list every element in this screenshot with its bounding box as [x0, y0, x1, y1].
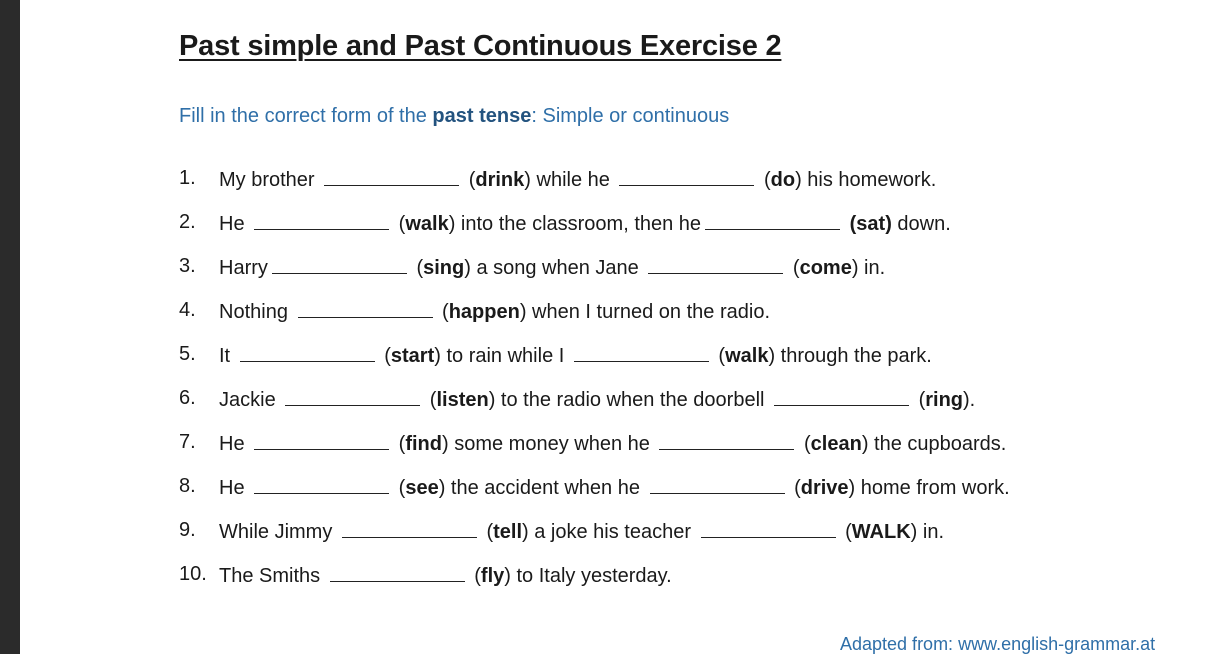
sentence-text: ) the cupboards.	[861, 433, 1007, 455]
answer-blank[interactable]	[619, 165, 754, 186]
sentence-text: ) a joke his teacher	[522, 521, 697, 543]
verb-hint: drive	[800, 477, 849, 499]
item-number: 3.	[179, 255, 196, 277]
sentence-text: ) to rain while I	[434, 345, 570, 367]
sentence-text: The Smiths	[219, 565, 326, 587]
verb-hint: do	[770, 169, 796, 191]
verb-hint: walk	[725, 345, 769, 367]
exercise-item	[179, 561, 1179, 605]
verb-hint: drink	[475, 169, 525, 191]
item-sentence	[219, 209, 951, 237]
verb-hint: come	[799, 257, 852, 279]
answer-blank[interactable]	[330, 561, 465, 582]
sentence-text: (	[463, 169, 476, 191]
item-number: 4.	[179, 299, 196, 321]
sentence-text: (	[787, 257, 800, 279]
item-number: 6.	[179, 387, 196, 409]
item-number: 10.	[179, 563, 207, 585]
item-number: 1.	[179, 167, 196, 189]
sentence-text: (	[712, 345, 726, 367]
verb-hint: see	[405, 477, 439, 499]
verb-hint: fly	[480, 565, 505, 587]
sentence-text: (	[410, 257, 424, 279]
answer-blank[interactable]	[254, 209, 389, 230]
verb-hint: clean	[810, 433, 862, 455]
answer-blank[interactable]	[254, 473, 389, 494]
sentence-text: ) through the park.	[768, 345, 932, 367]
sentence-text: Nothing	[219, 301, 294, 323]
answer-blank[interactable]	[285, 385, 420, 406]
item-sentence	[219, 561, 672, 589]
sentence-text: It	[219, 345, 236, 367]
answer-blank[interactable]	[650, 473, 785, 494]
left-edge-bar	[0, 0, 20, 654]
item-sentence	[219, 297, 770, 325]
sentence-text: ) while he	[524, 169, 616, 191]
answer-blank[interactable]	[324, 165, 459, 186]
instruction-suffix: : Simple or continuous	[531, 105, 730, 127]
verb-hint: start	[390, 345, 435, 367]
verb-hint: walk	[405, 213, 449, 235]
sentence-text: down.	[891, 213, 951, 235]
sentence-text: ) his homework.	[795, 169, 937, 191]
sentence-text: (	[480, 521, 494, 543]
sentence-text: (	[468, 565, 481, 587]
exercise-item	[179, 385, 1179, 429]
sentence-text: Jackie	[219, 389, 282, 411]
sentence-text: ) into the classroom, then he	[448, 213, 702, 235]
sentence-text: (	[913, 389, 926, 411]
item-number: 2.	[179, 211, 196, 233]
sentence-text: ) when I turned on the radio.	[519, 301, 770, 323]
source-credit: Adapted from: www.english-grammar.at	[840, 634, 1156, 654]
sentence-text: He	[219, 213, 251, 235]
exercise-item	[179, 517, 1179, 561]
verb-hint: happen	[448, 301, 520, 323]
sentence-text: ) a song when Jane	[464, 257, 645, 279]
answer-blank[interactable]	[774, 385, 909, 406]
sentence-text: (	[758, 169, 771, 191]
item-sentence	[219, 165, 936, 193]
item-sentence	[219, 385, 975, 413]
instruction-bold: past tense	[432, 105, 532, 127]
sentence-text: ) in.	[910, 521, 944, 543]
exercise-item	[179, 297, 1179, 341]
sentence-text: My brother	[219, 169, 321, 191]
exercise-list	[179, 165, 1179, 605]
item-number: 7.	[179, 431, 196, 453]
sentence-text: (	[436, 301, 449, 323]
sentence-text: He	[219, 477, 251, 499]
item-sentence	[219, 429, 1006, 457]
item-sentence	[219, 473, 1010, 501]
answer-blank[interactable]	[648, 253, 783, 274]
item-sentence	[219, 253, 885, 281]
instruction-prefix: Fill in the correct form of the	[179, 105, 433, 127]
sentence-text: (	[393, 433, 406, 455]
sentence-text: ) to the radio when the doorbell	[488, 389, 771, 411]
answer-blank[interactable]	[574, 341, 709, 362]
sentence-text: While Jimmy	[219, 521, 338, 543]
exercise-item	[179, 209, 1179, 253]
sentence-text: (	[378, 345, 391, 367]
instruction-text	[179, 105, 729, 128]
answer-blank[interactable]	[342, 517, 477, 538]
sentence-text: (	[424, 389, 437, 411]
sentence-text: (	[393, 477, 406, 499]
page-title: Past simple and Past Continuous Exercise 2	[179, 30, 782, 62]
exercise-item	[179, 253, 1179, 297]
item-number: 5.	[179, 343, 196, 365]
answer-blank[interactable]	[659, 429, 794, 450]
sentence-text: ) to Italy yesterday.	[504, 565, 672, 587]
sentence-text: (	[798, 433, 811, 455]
exercise-item	[179, 341, 1179, 385]
verb-hint: ring	[925, 389, 964, 411]
verb-hint: find	[405, 433, 442, 455]
verb-hint: (sat)	[849, 213, 892, 235]
sentence-text: ) home from work.	[848, 477, 1010, 499]
exercise-item	[179, 429, 1179, 473]
answer-blank[interactable]	[272, 253, 407, 274]
verb-hint: sing	[423, 257, 465, 279]
sentence-text: ) in.	[851, 257, 886, 279]
sentence-text: He	[219, 433, 251, 455]
exercise-item	[179, 473, 1179, 517]
answer-blank[interactable]	[298, 297, 433, 318]
sentence-text: ) the accident when he	[438, 477, 646, 499]
sentence-text: Harry	[219, 257, 268, 279]
item-sentence	[219, 517, 944, 545]
sentence-text: (	[393, 213, 406, 235]
sentence-text: ).	[963, 389, 976, 411]
answer-blank[interactable]	[701, 517, 836, 538]
verb-hint: tell	[493, 521, 523, 543]
verb-hint: listen	[436, 389, 489, 411]
item-number: 9.	[179, 519, 196, 541]
answer-blank[interactable]	[705, 209, 840, 230]
sentence-text: ) some money when he	[442, 433, 656, 455]
exercise-item	[179, 165, 1179, 209]
answer-blank[interactable]	[254, 429, 389, 450]
verb-hint: WALK	[851, 521, 911, 543]
item-sentence	[219, 341, 932, 369]
item-number: 8.	[179, 475, 196, 497]
answer-blank[interactable]	[240, 341, 375, 362]
sentence-text: (	[839, 521, 852, 543]
sentence-text: (	[788, 477, 801, 499]
